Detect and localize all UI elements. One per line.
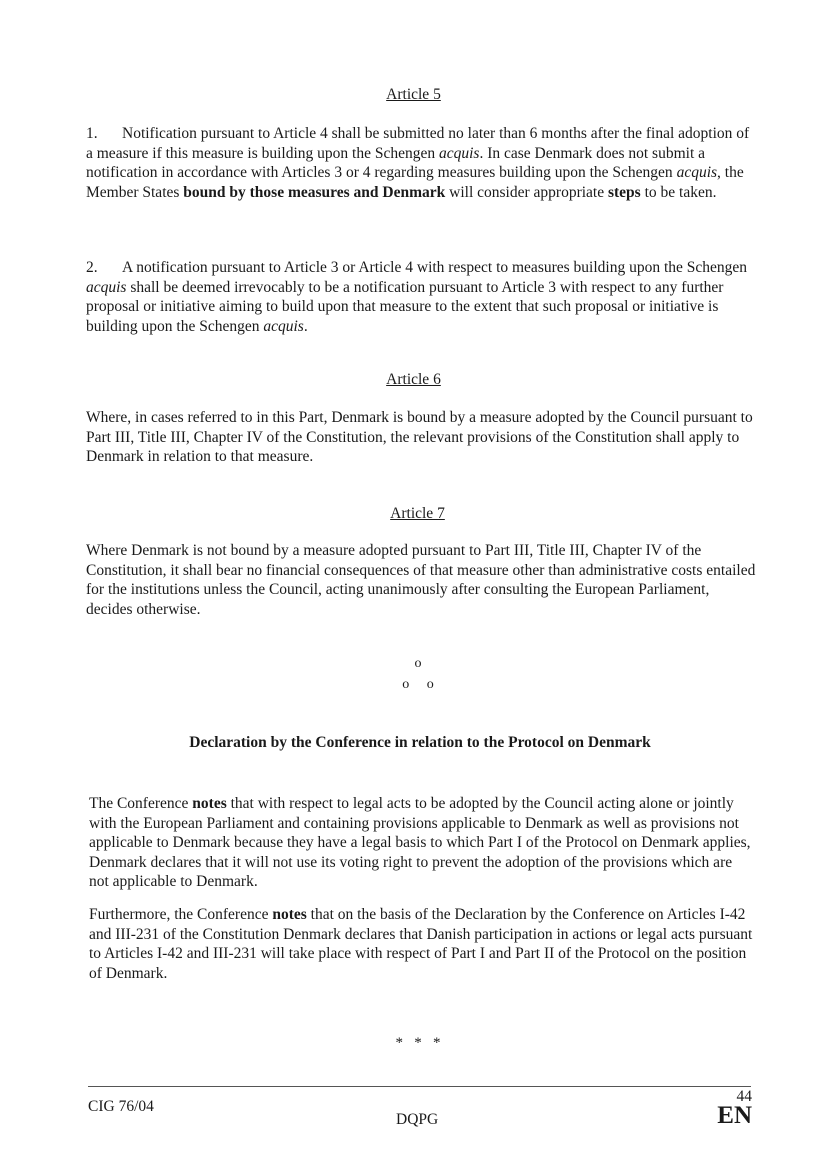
text-run: to be taken.: [640, 183, 717, 201]
bold-run: notes: [272, 906, 307, 923]
article-5-heading: Article 5: [386, 86, 441, 103]
footer-code: DQPG: [396, 1111, 439, 1128]
text-run: . In case Denmark does not submit a notification in accordance with Articles 3 or 4 regarding measures building upon the Schengen: [86, 144, 706, 181]
text-run: .: [303, 317, 308, 335]
bold-run: bound by those measures and Denmark: [183, 183, 446, 201]
article-5-paragraph-1: [86, 124, 756, 202]
footer-rule: [88, 1086, 751, 1087]
text-run: , the Member States: [86, 164, 744, 201]
footer-page-number: 44: [736, 1088, 752, 1105]
footer-language-code: EN: [717, 1102, 752, 1129]
text-run: shall be deemed irrevocably to be a notification pursuant to Article 3 with respect to any further proposal or initiative aiming to build upon that measure to the extent that such proposal or initiative is building upon the Schengen: [86, 278, 724, 335]
footer-document-reference: CIG 76/04: [88, 1098, 154, 1115]
article-6-paragraph: Where, in cases referred to in this Part, Denmark is bound by a measure adopted by the Council pursuant to Part III, Title III, Chapter IV of the Constitution, the relevant provisions of the Constitution shall apply to Denmark in relation to that measure.: [86, 409, 753, 465]
paragraph-number: 2.: [86, 259, 98, 276]
acquis-italic: acquis: [86, 278, 127, 296]
acquis-italic: acquis: [438, 144, 480, 162]
declaration-paragraph-2: [89, 905, 753, 983]
separator-mark-top: o: [414, 656, 422, 671]
end-marks: * * *: [395, 1035, 441, 1051]
article-6-heading: Article 6: [386, 371, 441, 388]
text-run: that on the basis of the Declaration by the Conference on Articles I-42 and III-231 of the Constitution Denmark declares that Danish participation in actions or legal acts pursuant to Articles I-42 and III-231 will take place with respect of Part I and Part II of the Protocol on the position of Denmark.: [89, 906, 753, 982]
text-run: Notification pursuant to Article 4 shall be submitted no later than 6 months after the final adoption of a measure if this measure is building upon the Schengen: [86, 125, 750, 162]
acquis-italic: acquis: [263, 317, 304, 335]
text-run: that with respect to legal acts to be adopted by the Council acting alone or jointly with the European Parliament and containing provisions applicable to Denmark as well as provisions not applicable to Denmark because they have a legal basis to which Part I of the Protocol on Denmark applies, Denmark declares that it will not use its voting right to prevent the adoption of the provisions which are not applicable to Denmark.: [89, 795, 751, 890]
paragraph-number: 1.: [86, 125, 98, 142]
acquis-italic: acquis: [676, 164, 718, 181]
declaration-title: Declaration by the Conference in relation to the Protocol on Denmark: [189, 734, 651, 751]
article-7-paragraph: Where Denmark is not bound by a measure adopted pursuant to Part III, Title III, Chapter IV of the Constitution, it shall bear no financial consequences of that measure other than administrative costs entailed for the institutions unless the Council, acting unanimously after consulting the European Parliament, decides otherwise.: [86, 542, 756, 618]
text-run: will consider appropriate: [445, 183, 608, 201]
bold-run: steps: [607, 183, 641, 201]
article-7-heading: Article 7: [390, 505, 445, 522]
text-run: The Conference: [89, 795, 193, 812]
text-run: Furthermore, the Conference: [89, 906, 273, 923]
separator-mark-bottom: o o: [402, 677, 434, 692]
text-run: A notification pursuant to Article 3 or Article 4 with respect to measures building upon the Schengen: [122, 259, 748, 276]
declaration-paragraph-1: [89, 794, 753, 892]
bold-run: notes: [192, 795, 227, 812]
article-5-paragraph-2: [86, 258, 756, 336]
